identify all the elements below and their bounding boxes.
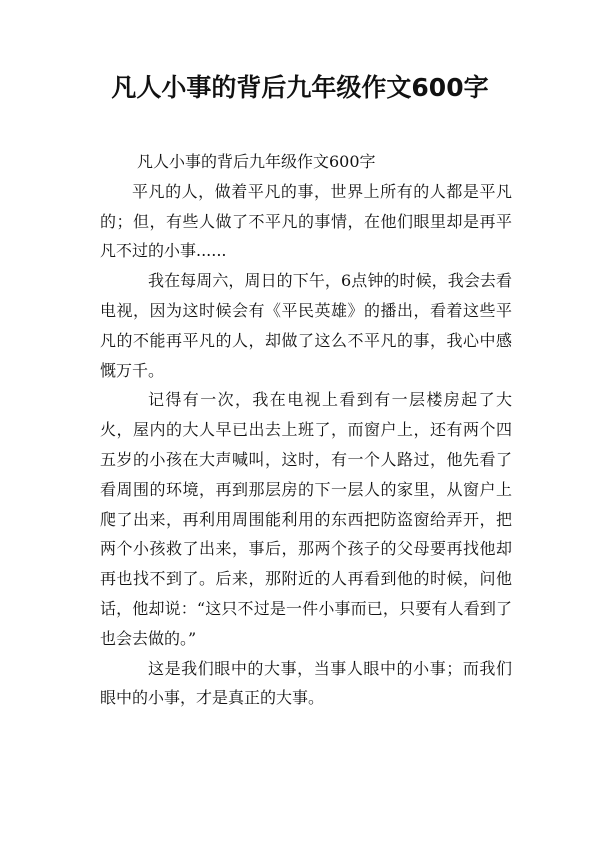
article-body: [100, 147, 512, 713]
article-subtitle: 凡人小事的背后九年级作文600字: [137, 152, 376, 171]
paragraph-1: 平凡的人，做着平凡的事，世界上所有的人都是平凡的；但，有些人做了不平凡的事情，在他们眼里却是再平凡不过的小事......: [100, 181, 512, 261]
paragraph-4: 这是我们眼中的大事，当事人眼中的小事；而我们眼中的小事，才是真正的大事。: [100, 658, 512, 708]
page-title: 凡人小事的背后九年级作文600字: [111, 73, 489, 102]
paragraph-2: 我在每周六，周日的下午，6点钟的时候，我会去看电视，因为这时候会有《平民英雄》的播出，看着这些平凡的不能再平凡的人，却做了这么不平凡的事，我心中感慨万千。: [100, 271, 512, 380]
paragraph-3: 记得有一次，我在电视上看到有一层楼房起了大火，屋内的大人早已出去上班了，而窗户上，还有两个四五岁的小孩在大声喊叫，这时，有一个人路过，他先看了看周围的环境，再到那层房的下一层人的家里，从窗户上爬了出来，再利用周围能利用的东西把防盗窗给弄开，把两个小孩救了出来，事后，那两个孩子的父母要再找他却再也找不到了。后来，那附近的人再看到他的时候，问他话，他却说：“这只不过是一件小事而已，只要有人看到了也会去做的。”: [100, 390, 512, 648]
